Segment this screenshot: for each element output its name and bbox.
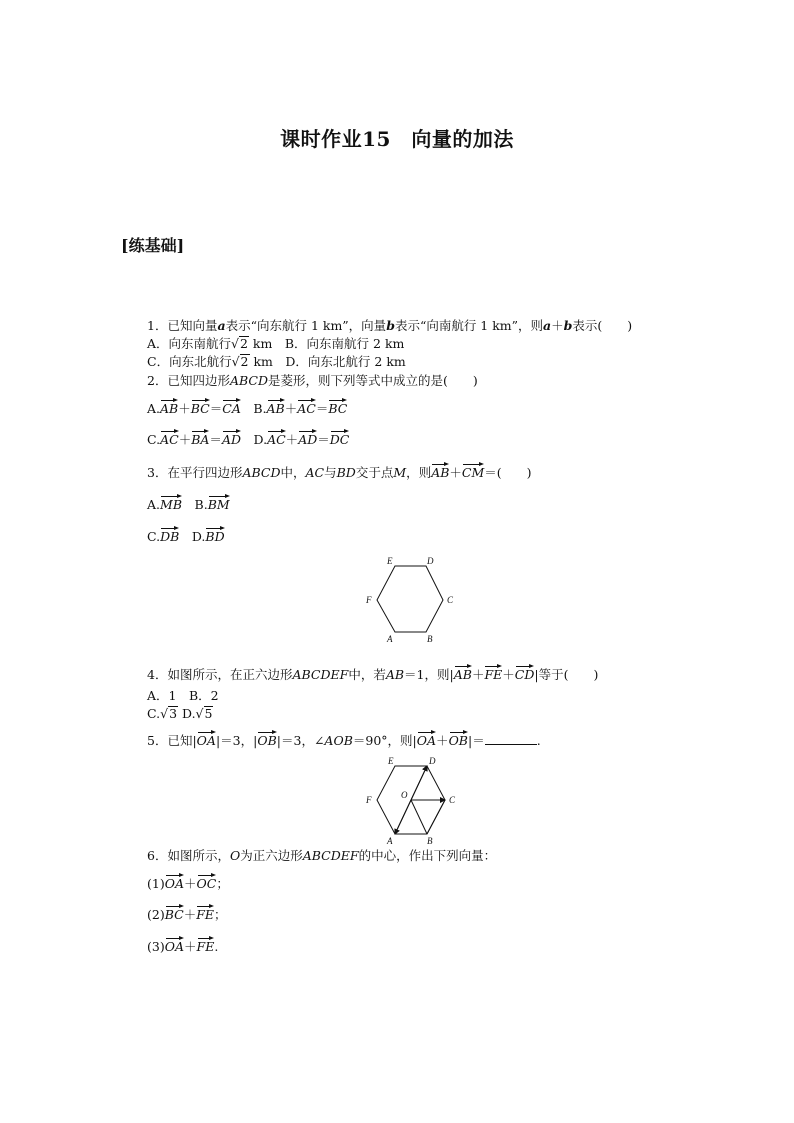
- q6-part-2: (2)BC＋FE；: [147, 904, 227, 923]
- sqrt-sign: √2: [231, 336, 248, 351]
- q2-options-cd: C.AC＋BA＝AD D.AC＋AD＝DC: [147, 429, 349, 448]
- hex2-label-d: D: [429, 756, 436, 766]
- hex2-label-f: F: [366, 795, 372, 805]
- q6-part-3: (3)OA＋FE.: [147, 936, 218, 955]
- hex1-label-f: F: [366, 595, 372, 605]
- q4-options-cd: C.√3 D.√5: [147, 706, 213, 721]
- hex1-label-e: E: [387, 556, 393, 566]
- hex1-label-a: A: [387, 634, 393, 644]
- hex1-label-b: B: [427, 634, 433, 644]
- hexagon-figure: [355, 552, 465, 648]
- section-heading: [练基础]: [121, 236, 185, 255]
- q3-stem: 3．在平行四边形ABCD中，AC与BD交于点M，则AB＋CM＝( ): [147, 462, 532, 481]
- page-title: 课时作业15 向量的加法: [280, 127, 514, 151]
- q3-options-ab: A.MB B.BM: [147, 494, 230, 513]
- q4-options-ab: A．1 B．2: [147, 688, 219, 703]
- q3-options-cd: C.DB D.BD: [147, 526, 225, 545]
- hex1-label-d: D: [427, 556, 434, 566]
- q1-options-cd: C．向东北航行√2 km D．向东北航行 2 km: [147, 354, 406, 369]
- hex2-label-e: E: [388, 756, 394, 766]
- q5-stem: 5．已知|OA|＝3，|OB|＝3，∠AOB＝90°，则|OA＋OB|＝ .: [147, 730, 541, 749]
- hex2-label-b: B: [427, 836, 433, 846]
- hexagon-vector-figure: [355, 750, 465, 850]
- q4-stem: 4．如图所示，在正六边形ABCDEF中，若AB＝1，则|AB＋FE＋CD|等于( ): [147, 664, 598, 683]
- sqrt-sign: √5: [195, 706, 213, 721]
- q1-stem: 1．已知向量a表示“向东航行 1 km”，向量b表示“向南航行 1 km”，则a＋b表示( ): [147, 318, 633, 333]
- hex1-label-c: C: [447, 595, 454, 605]
- sqrt-sign: √2: [231, 354, 249, 369]
- q6-stem: 6．如图所示，O为正六边形ABCDEF的中心，作出下列向量：: [147, 848, 497, 863]
- q2-options-ab: A.AB＋BC＝CA B.AB＋AC＝BC: [147, 398, 347, 417]
- q6-part-1: (1)OA＋OC；: [147, 873, 229, 892]
- q2-stem: 2．已知四边形ABCD是菱形，则下列等式中成立的是( ): [147, 373, 478, 388]
- sqrt-sign: √3: [160, 706, 178, 721]
- hex2-label-a: A: [387, 836, 393, 846]
- hex2-label-c: C: [449, 795, 456, 805]
- answer-blank[interactable]: [485, 733, 537, 745]
- hex2-label-o: O: [401, 790, 408, 800]
- q1-options-ab: A．向东南航行√2 km B．向东南航行 2 km: [147, 336, 405, 351]
